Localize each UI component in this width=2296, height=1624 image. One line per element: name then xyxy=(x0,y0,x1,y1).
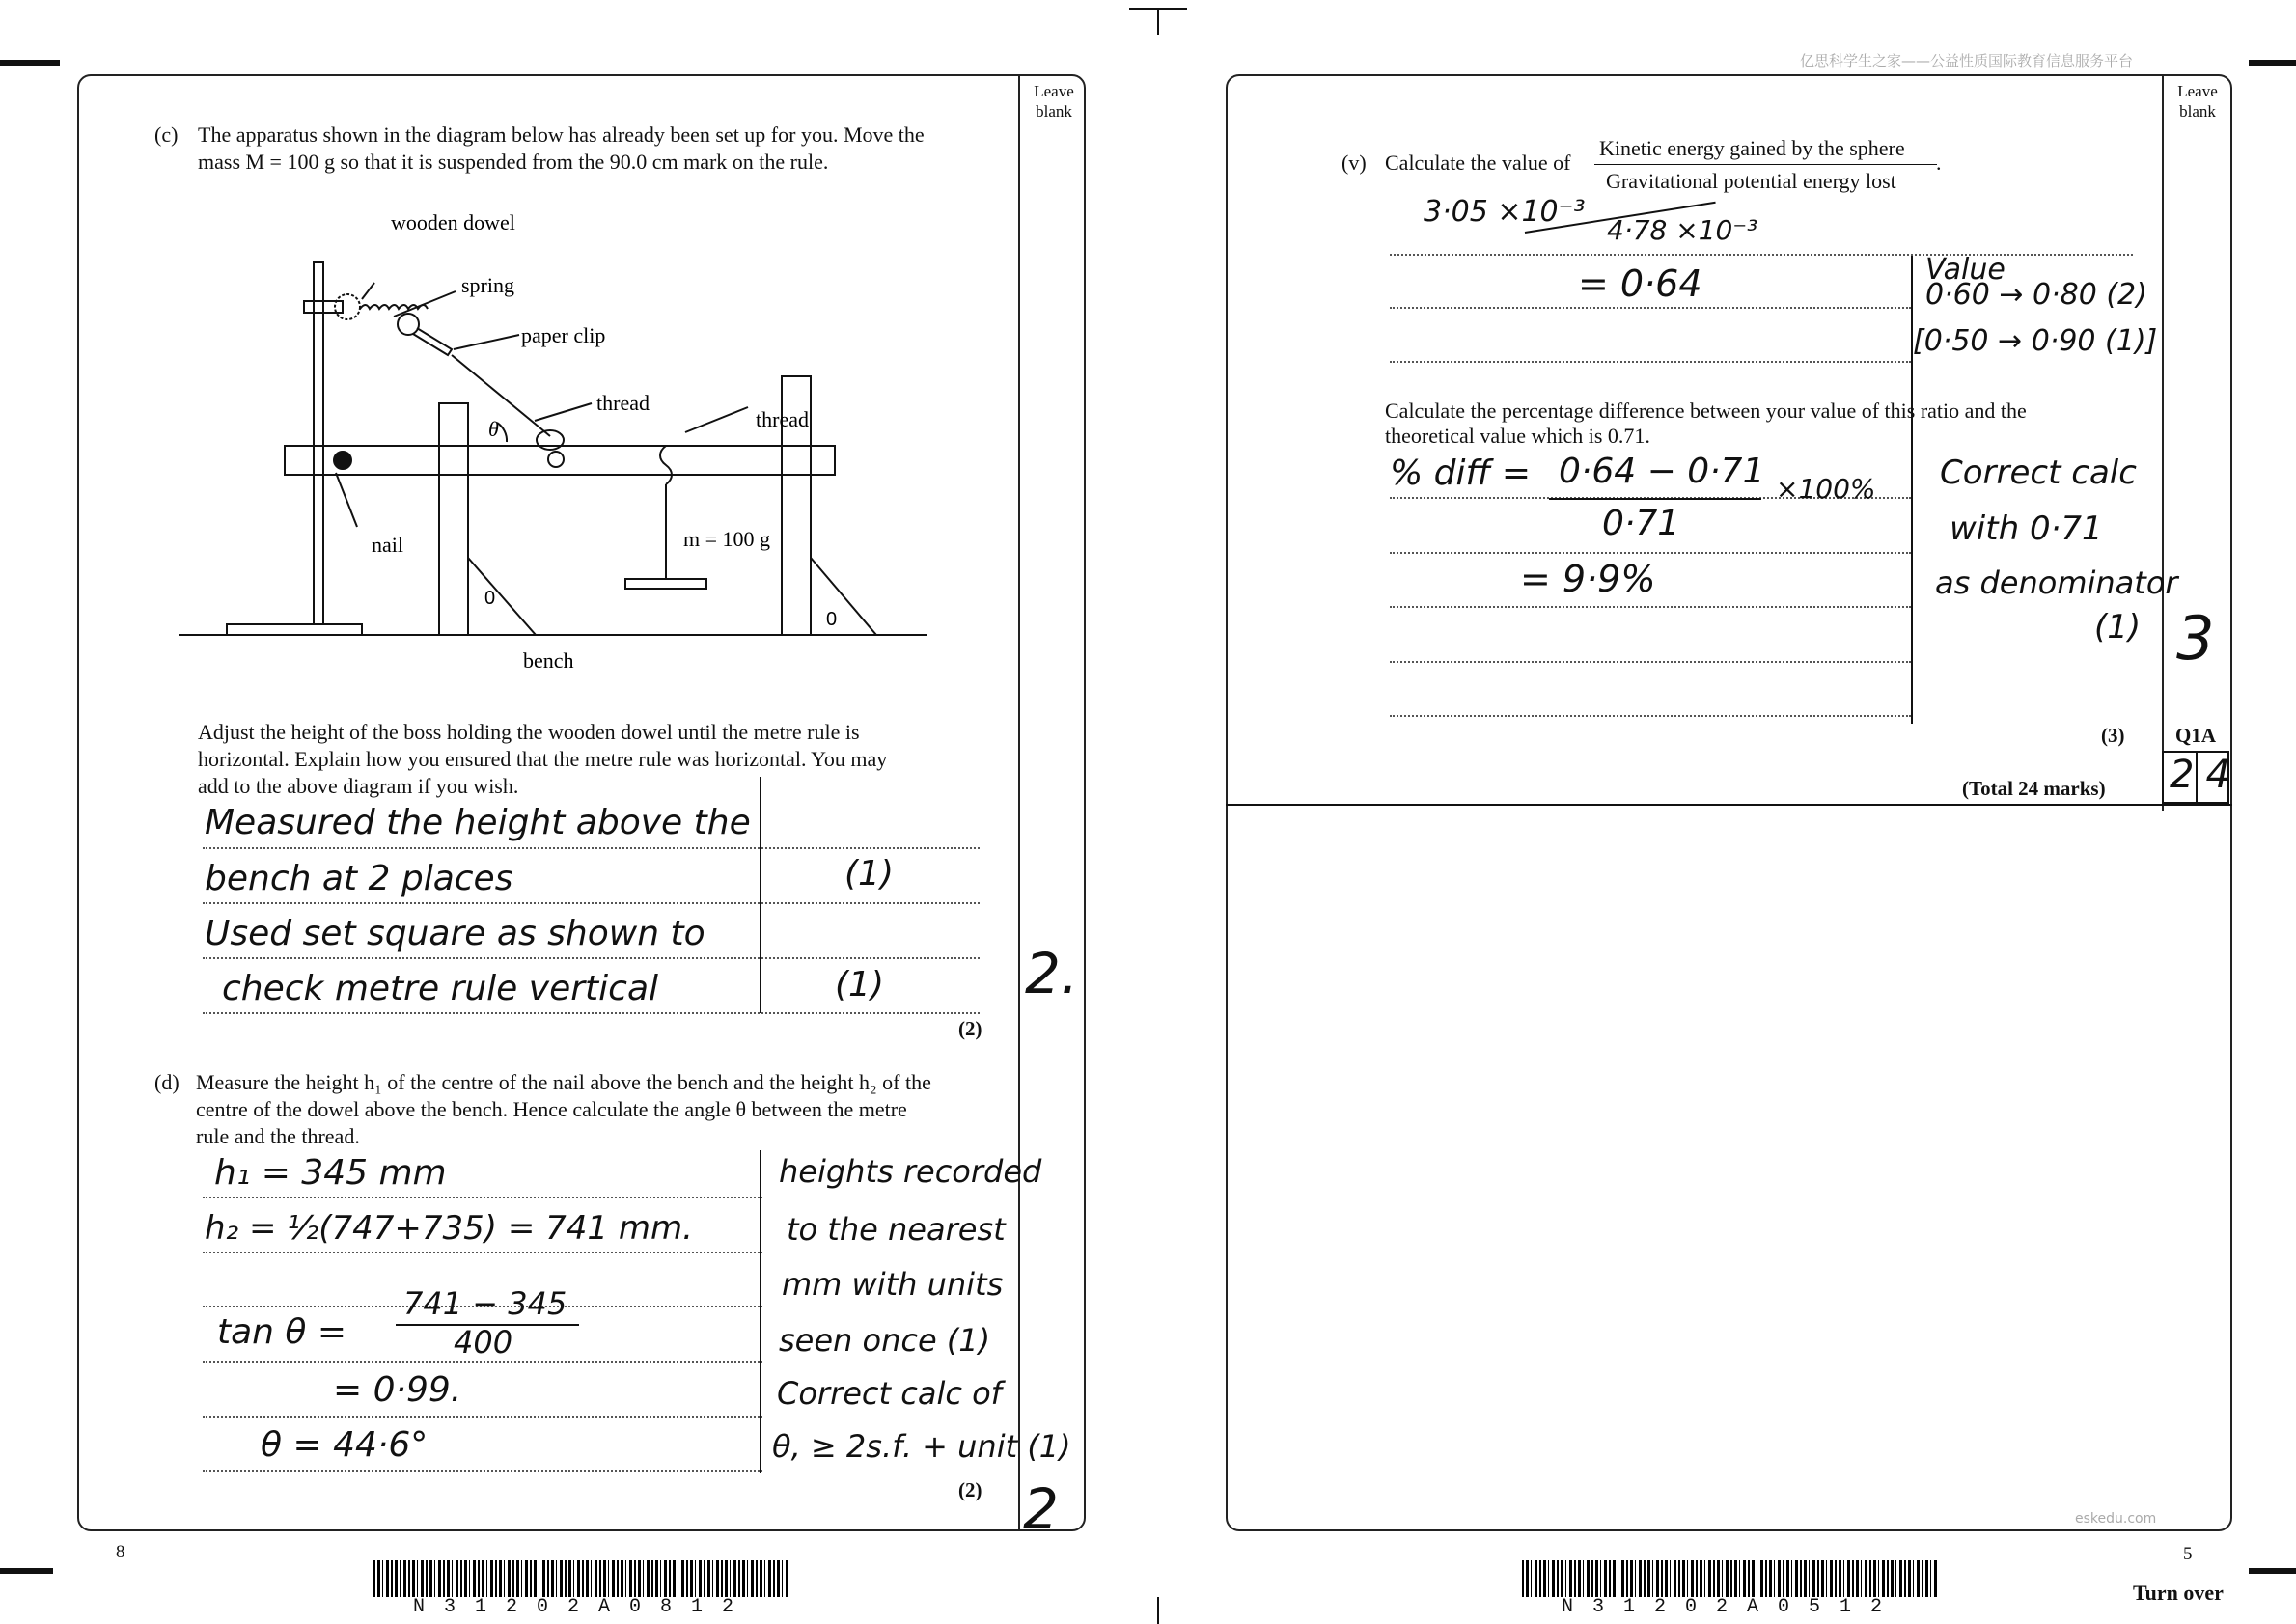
left-barcode-number: N31202A0812 xyxy=(413,1596,754,1618)
answer-d-remark-1: heights recorded xyxy=(779,1153,1042,1190)
question-v-fraction-numerator: Kinetic energy gained by the sphere xyxy=(1599,136,1905,160)
label-wooden-dowel: wooden dowel xyxy=(391,210,515,234)
label-theta: θ xyxy=(488,417,499,441)
question-label-q1a: Q1A xyxy=(2175,724,2216,747)
answer-line xyxy=(203,1361,762,1363)
answer-line xyxy=(203,1252,762,1253)
answer-line xyxy=(203,1416,762,1418)
right-leave-blank-column xyxy=(2162,74,2164,811)
question-d-label: (d) xyxy=(154,1070,180,1094)
adjust-text-3: add to the above diagram if you wish. xyxy=(198,774,519,798)
svg-text:0: 0 xyxy=(826,609,838,630)
answer-line xyxy=(203,1012,980,1014)
right-leave-blank-label: Leave blank xyxy=(2177,82,2218,121)
answer-pct-remark-1: Correct calc xyxy=(1940,454,2137,492)
answer-pct-remark-4: (1) xyxy=(2094,608,2142,647)
answer-pct-score: 3 xyxy=(2176,603,2215,674)
percentage-text-2: theoretical value which is 0.71. xyxy=(1385,424,1650,448)
answer-d-remark-2: to the nearest xyxy=(787,1211,1006,1248)
answer-line xyxy=(1390,361,1911,363)
label-paper-clip: paper clip xyxy=(521,323,606,347)
answer-d-remark-5: Correct calc of xyxy=(777,1375,1002,1412)
question-d-text-3: rule and the thread. xyxy=(196,1124,360,1148)
answer-d-value: = 0·99. xyxy=(333,1370,462,1410)
crop-mark-left-bottom xyxy=(0,1568,53,1574)
answer-c-marks: (2) xyxy=(958,1017,982,1040)
right-barcode-number: N31202A0512 xyxy=(1562,1596,1902,1618)
answer-pct-remark-3: as denominator xyxy=(1935,564,2178,601)
label-mass: m = 100 g xyxy=(683,527,771,551)
top-watermark: 亿思科学生之家——公益性质国际教育信息服务平台 xyxy=(1800,52,2134,69)
answer-pct-result: = 9·9% xyxy=(1520,558,1656,600)
answer-d-remark-4: seen once (1) xyxy=(779,1322,991,1359)
answer-d-tan-denominator: 400 xyxy=(454,1324,513,1361)
crop-mark-top-stem xyxy=(1157,8,1159,35)
answer-pct-remark-2: with 0·71 xyxy=(1950,509,2103,548)
crop-mark-bottom-stem xyxy=(1157,1597,1159,1624)
answer-d-score: 2 xyxy=(1023,1476,1059,1542)
crop-mark-right xyxy=(2249,60,2296,66)
section-divider xyxy=(1226,804,2232,806)
label-thread-1: thread xyxy=(596,391,650,415)
answer-d-remark-6: θ, ≥ 2s.f. + unit (1) xyxy=(772,1428,1071,1465)
answer-v-result: = 0·64 xyxy=(1578,262,1702,305)
question-v-text: Calculate the value of xyxy=(1385,151,1571,175)
answer-line xyxy=(1390,254,2133,256)
left-leave-blank-column xyxy=(1018,74,1020,1531)
answer-c-line-2: bench at 2 places xyxy=(205,859,513,898)
crop-mark-left xyxy=(0,60,60,66)
answer-line xyxy=(1390,715,1911,717)
answer-v-remark-2: 0·60 → 0·80 (2) xyxy=(1925,278,2147,312)
answer-line xyxy=(203,1470,762,1472)
answer-c-line-4: check metre rule vertical xyxy=(222,969,659,1008)
crop-mark-right-bottom xyxy=(2249,1568,2296,1574)
answer-c-line-1: Measured the height above the xyxy=(205,803,751,842)
answer-c-mark-1: (1) xyxy=(844,854,894,894)
footer-site: eskedu.com xyxy=(2075,1511,2157,1527)
right-barcode xyxy=(1522,1560,1937,1597)
answer-line xyxy=(203,902,980,904)
answer-line xyxy=(1390,661,1911,663)
answer-c-mark-2: (1) xyxy=(835,965,884,1005)
adjust-text-1: Adjust the height of the boss holding the wooden dowel until the metre rule is xyxy=(198,720,860,744)
question-v-label: (v) xyxy=(1342,151,1367,175)
answer-d-tan-numerator: 741 − 345 xyxy=(403,1285,567,1322)
apparatus-diagram xyxy=(164,193,936,685)
question-d-text-2: centre of the dowel above the bench. Hence calculate the angle θ between the metre xyxy=(196,1097,907,1121)
answer-pct-denominator: 0·71 xyxy=(1602,504,1680,543)
answer-d-remark-3: mm with units xyxy=(782,1266,1004,1303)
answer-line xyxy=(203,847,980,849)
answer-line xyxy=(1390,552,1911,554)
question-c-text-1: The apparatus shown in the diagram below has already been set up for you. Move the xyxy=(198,123,925,147)
answer-d-h2: h₂ = ½(747+735) = 741 mm. xyxy=(205,1209,693,1248)
answer-v-numerator: 3·05 ×10⁻³ xyxy=(1424,195,1586,229)
total-marks: (Total 24 marks) xyxy=(1962,777,2106,800)
answer-c-divider xyxy=(760,777,761,1013)
percentage-text-1: Calculate the percentage difference between your value of this ratio and the xyxy=(1385,399,2027,423)
total-box-score: 24 xyxy=(2170,753,2242,797)
answer-d-theta: θ = 44·6° xyxy=(261,1425,429,1465)
answer-pct-marks: (3) xyxy=(2101,724,2125,747)
answer-d-tan: tan θ = xyxy=(217,1312,347,1352)
answer-d-divider xyxy=(760,1150,761,1473)
answer-pct-fraction-bar xyxy=(1549,498,1761,500)
label-spring: spring xyxy=(461,273,514,297)
left-barcode xyxy=(373,1560,788,1597)
answer-v-remark-3: [0·50 → 0·90 (1)] xyxy=(1913,324,2158,358)
turn-over: Turn over xyxy=(2133,1581,2224,1605)
answer-pct-times: ×100% xyxy=(1776,473,1876,505)
question-v-period: . xyxy=(1936,151,1942,175)
label-nail: nail xyxy=(372,533,403,557)
answer-c-line-3: Used set square as shown to xyxy=(205,914,705,953)
label-thread-2: thread xyxy=(756,407,809,431)
label-bench: bench xyxy=(523,648,574,673)
answer-line xyxy=(203,957,980,959)
answer-pct-lhs: % diff = xyxy=(1390,454,1532,493)
answer-d-marks: (2) xyxy=(958,1478,982,1501)
answer-d-h1: h₁ = 345 mm xyxy=(214,1153,447,1193)
adjust-text-2: horizontal. Explain how you ensured that the metre rule was horizontal. You may xyxy=(198,747,888,771)
question-c-label: (c) xyxy=(154,123,179,147)
answer-pct-numerator: 0·64 − 0·71 xyxy=(1559,452,1765,491)
question-d-text-1: Measure the height h₁ of the centre of the nail above the bench and the height h₂ of the xyxy=(196,1070,931,1094)
answer-line xyxy=(1390,307,1911,309)
answer-v-remark-1: Value xyxy=(1925,253,2006,287)
answer-line xyxy=(203,1197,762,1198)
question-c-text-2: mass M = 100 g so that it is suspended from the 90.0 cm mark on the rule. xyxy=(198,150,829,174)
left-page-number: 8 xyxy=(116,1542,125,1562)
right-page-number: 5 xyxy=(2183,1544,2193,1564)
answer-c-score: 2. xyxy=(1025,941,1079,1006)
svg-text:0: 0 xyxy=(484,588,496,609)
answer-line xyxy=(1390,606,1911,608)
answer-v-denominator: 4·78 ×10⁻³ xyxy=(1607,214,1758,246)
question-v-fraction-bar xyxy=(1594,164,1937,165)
question-v-fraction-denominator: Gravitational potential energy lost xyxy=(1606,169,1896,193)
left-leave-blank-label: Leave blank xyxy=(1034,82,1074,121)
